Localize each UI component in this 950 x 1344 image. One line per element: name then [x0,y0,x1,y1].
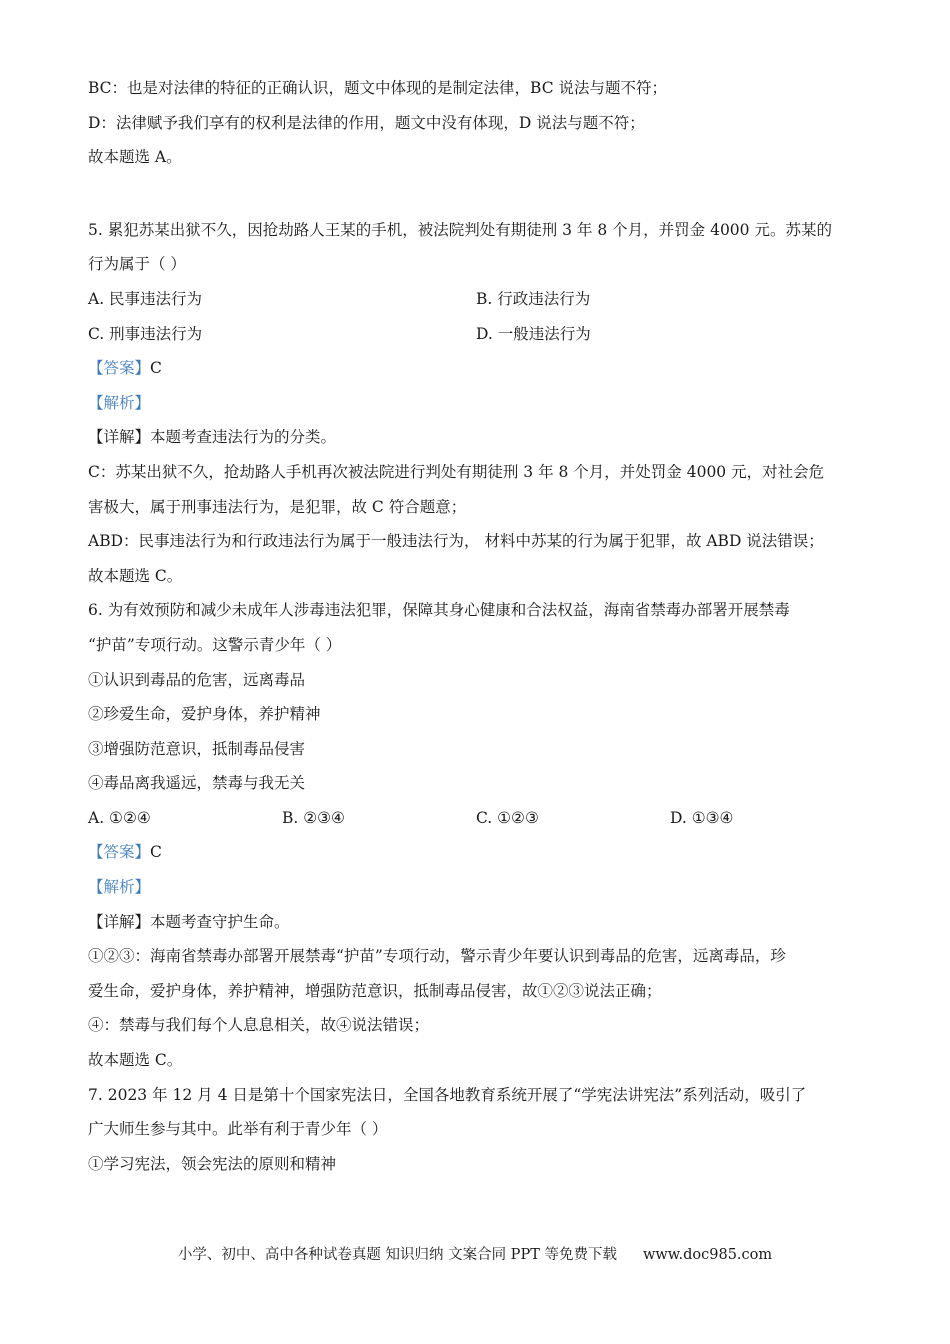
answer-line [88,842,878,862]
text-line: D：法律赋予我们享有的权利是法律的作用，题文中没有体现，D 说法与题不符； [88,113,645,132]
explanation-line: 故本题选 C。 [88,566,183,585]
statement-4: ④毒品离我遥远，禁毒与我无关 [88,774,306,793]
question-6-options [88,808,878,828]
analysis-tag: 【解析】 [88,393,151,412]
footer-url: www.doc985.com [642,1247,773,1263]
question-5-stem: 5. 累犯苏某出狱不久，因抢劫路人王某的手机，被法院判处有期徒刑 3 年 8 个月，并罚金 4000 元。苏某的 [88,220,832,239]
question-6-stem: 6. 为有效预防和减少未成年人涉毒违法犯罪，保障其身心健康和合法权益，海南省禁毒办部署开展禁毒 [88,601,790,620]
detail-text: 本题考查守护生命。 [150,912,290,931]
option-a: A. 民事违法行为 [88,289,203,308]
option-b: B. ②③④ [282,808,345,827]
text-line: BC：也是对法律的特征的正确认识，题文中体现的是制定法律，BC 说法与题不符； [88,79,668,97]
explanation-line: ABD：民事违法行为和行政违法行为属于一般违法行为， 材料中苏某的行为属于犯罪，故 ABD 说法错误； [88,532,824,551]
explanation-line: ①②③：海南省禁毒办部署开展禁毒“护苗”专项行动，警示青少年要认识到毒品的危害，远离毒品，珍 [88,947,786,966]
explanation-line: ④：禁毒与我们每个人息息相关，故④说法错误； [88,1016,430,1035]
option-d: D. ①③④ [670,808,734,827]
detail-text: 本题考查违法行为的分类。 [150,428,337,447]
detail-tag: 【详解】 [88,912,151,931]
answer-value: C [150,359,162,378]
explanation-line: 故本题选 C。 [88,1051,183,1070]
detail-line [88,427,878,447]
option-a: A. ①②④ [88,808,151,827]
detail-tag: 【详解】 [88,428,151,447]
question-7-stem: 7. 2023 年 12 月 4 日是第十个国家宪法日，全国各地教育系统开展了“学宪法讲宪法”系列活动，吸引了 [88,1085,807,1104]
detail-line [88,912,878,932]
option-c: C. 刑事违法行为 [88,324,203,343]
question-5-stem: 行为属于（ ） [88,255,186,274]
answer-tag: 【答案】 [88,359,151,378]
footer-text: 小学、初中、高中各种试卷真题 知识归纳 文案合同 PPT 等免费下载 [177,1247,617,1263]
statement-1: ①学习宪法，领会宪法的原则和精神 [88,1154,337,1173]
document-body [88,78,878,1188]
explanation-line: 害极大，属于刑事违法行为，是犯罪，故 C 符合题意； [88,497,467,516]
page-footer [0,1245,950,1265]
option-c: C. ①②③ [476,808,539,827]
answer-value: C [150,843,162,862]
text-line: 故本题选 A。 [88,148,182,167]
answer-tag: 【答案】 [88,843,151,862]
question-6-stem: “护苗”专项行动。这警示青少年（ ） [88,635,342,654]
question-5-options [88,324,878,344]
statement-1: ①认识到毒品的危害，远离毒品 [88,670,306,689]
option-d: D. 一般违法行为 [476,324,591,343]
question-7-stem: 广大师生参与其中。此举有利于青少年（ ） [88,1120,388,1139]
explanation-line: C：苏某出狱不久，抢劫路人手机再次被法院进行判处有期徒刑 3 年 8 个月，并处罚金 4000 元，对社会危 [88,462,825,481]
question-5-options [88,289,878,309]
analysis-tag: 【解析】 [88,878,151,897]
answer-line [88,358,878,378]
option-b: B. 行政违法行为 [476,289,591,308]
statement-3: ③增强防范意识，抵制毒品侵害 [88,739,306,758]
statement-2: ②珍爱生命，爱护身体，养护精神 [88,705,321,724]
explanation-line: 爱生命，爱护身体，养护精神，增强防范意识，抵制毒品侵害，故①②③说法正确； [88,981,662,1000]
